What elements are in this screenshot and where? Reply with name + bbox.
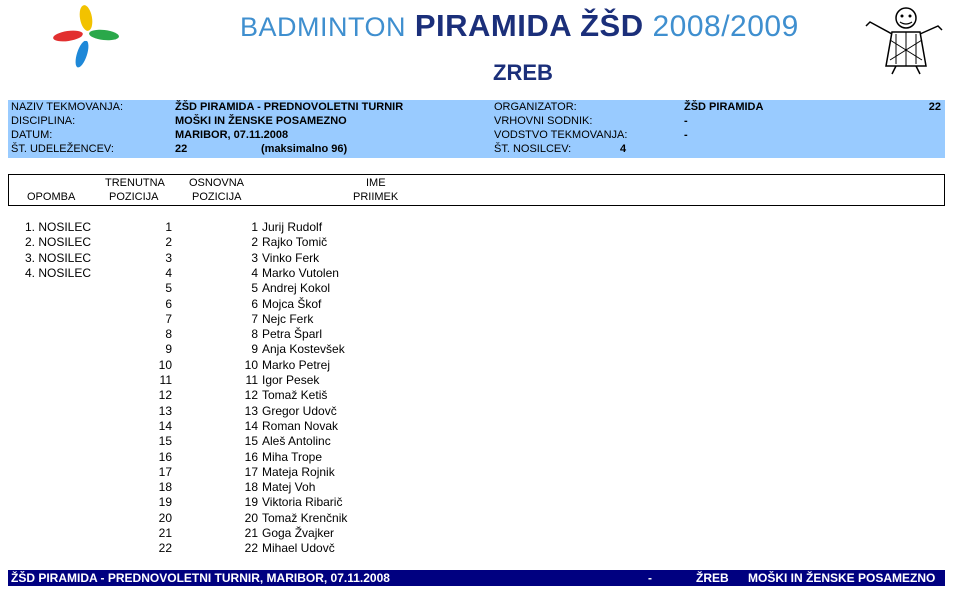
footer-discipline: MOŠKI IN ŽENSKE POSAMEZNO [748, 571, 936, 585]
list-item [0, 495, 960, 510]
sodnik-label: VRHOVNI SODNIK: [494, 115, 593, 127]
opomba-cell: 1. NOSILEC [25, 220, 92, 234]
trenutna-pozicija-cell: 16 [158, 449, 172, 464]
ime-priimek-cell: Vinko Ferk [262, 250, 320, 265]
list-item [0, 342, 960, 357]
title-piramida: PIRAMIDA ŽŠD [414, 8, 644, 43]
udelezencev-max: (maksimalno 96) [261, 143, 348, 155]
ime-priimek-cell: Gregor Udovč [262, 403, 337, 418]
datum-label: DATUM: [11, 129, 53, 141]
ime-priimek-cell: Nejc Ferk [262, 311, 314, 326]
list-item [0, 235, 960, 250]
ime-priimek-cell: Viktoria Ribarič [262, 495, 343, 510]
list-item [0, 526, 960, 541]
ime-priimek-cell: Tomaž Krenčnik [262, 510, 348, 525]
osnovna-pozicija-cell: 7 [251, 311, 258, 326]
header-ime: IME [366, 177, 386, 189]
header-opomba: OPOMBA [27, 191, 76, 203]
organizator-label: ORGANIZATOR: [494, 101, 577, 113]
disciplina-label: DISCIPLINA: [11, 115, 76, 127]
trenutna-pozicija-cell: 6 [165, 296, 172, 311]
osnovna-pozicija-cell: 5 [251, 281, 258, 296]
opomba-cell: 4. NOSILEC [25, 265, 92, 280]
list-item [0, 266, 960, 281]
osnovna-pozicija-cell: 10 [244, 357, 258, 372]
nosilcev-label: ŠT. NOSILCEV: [494, 143, 572, 155]
osnovna-pozicija-cell: 19 [244, 495, 258, 510]
osnovna-pozicija-cell: 15 [244, 434, 258, 449]
header-osnovna-2: POZICIJA [192, 191, 242, 203]
sodnik-value: - [684, 115, 688, 127]
osnovna-pozicija-cell: 16 [244, 449, 258, 464]
trenutna-pozicija-cell: 11 [159, 373, 172, 387]
list-item [0, 327, 960, 342]
trenutna-pozicija-cell: 4 [165, 265, 172, 280]
ime-priimek-cell: Petra Šparl [262, 327, 323, 342]
ime-priimek-cell: Rajko Tomič [262, 235, 328, 250]
osnovna-pozicija-cell: 4 [251, 265, 258, 280]
trenutna-pozicija-cell: 15 [158, 434, 172, 449]
naziv-value: ŽŠD PIRAMIDA - PREDNOVOLETNI TURNIR [175, 101, 404, 113]
page-subtitle: ZREB [493, 60, 553, 85]
list-item [0, 480, 960, 495]
corner-number: 22 [928, 101, 941, 113]
info-row-datum [8, 129, 945, 143]
list-item [0, 297, 960, 312]
organizator-value: ŽŠD PIRAMIDA [684, 101, 764, 113]
ime-priimek-cell: Andrej Kokol [262, 281, 331, 296]
list-item [0, 450, 960, 465]
info-row-disciplina [8, 115, 945, 129]
info-row-naziv [8, 101, 945, 115]
footer-zreb: ŽREB [696, 571, 729, 585]
trenutna-pozicija-cell: 1 [165, 220, 172, 234]
trenutna-pozicija-cell: 9 [165, 342, 172, 357]
osnovna-pozicija-cell: 22 [244, 541, 258, 556]
trenutna-pozicija-cell: 17 [158, 464, 172, 479]
osnovna-pozicija-cell: 13 [244, 403, 258, 418]
header-trenutna-1: TRENUTNA [105, 177, 165, 189]
trenutna-pozicija-cell: 18 [158, 480, 172, 495]
ime-priimek-cell: Aleš Antolinc [262, 434, 331, 449]
title-season: 2008/2009 [652, 10, 799, 43]
trenutna-pozicija-cell: 20 [158, 510, 172, 525]
osnovna-pozicija-cell: 12 [244, 388, 258, 403]
osnovna-pozicija-cell: 11 [245, 373, 258, 387]
osnovna-pozicija-cell: 14 [244, 418, 258, 433]
list-item [0, 373, 960, 388]
trenutna-pozicija-cell: 19 [158, 495, 172, 510]
osnovna-pozicija-cell: 1 [251, 220, 258, 234]
list-item [0, 419, 960, 434]
osnovna-pozicija-cell: 21 [244, 526, 258, 540]
ime-priimek-cell: Miha Trope [262, 449, 323, 464]
cartoon-mascot-icon [862, 4, 944, 76]
ime-priimek-cell: Roman Novak [262, 418, 339, 433]
trenutna-pozicija-cell: 8 [165, 327, 172, 342]
osnovna-pozicija-cell: 20 [244, 510, 258, 525]
page-title [240, 8, 799, 48]
trenutna-pozicija-cell: 13 [158, 403, 172, 418]
trenutna-pozicija-cell: 5 [165, 281, 172, 296]
ime-priimek-cell: Anja Kostevšek [262, 342, 345, 357]
ime-priimek-cell: Jurij Rudolf [262, 220, 323, 234]
datum-value: MARIBOR, 07.11.2008 [175, 129, 289, 141]
list-item [0, 312, 960, 327]
ime-priimek-cell: Mojca Škof [262, 296, 322, 311]
ime-priimek-cell: Goga Žvajker [262, 526, 335, 540]
ime-priimek-cell: Mihael Udovč [262, 541, 335, 556]
naziv-label: NAZIV TEKMOVANJA: [11, 101, 124, 113]
footer-dash: - [648, 571, 652, 585]
list-item [0, 434, 960, 449]
list-item [0, 388, 960, 403]
footer-bar [8, 570, 945, 586]
opomba-cell: 2. NOSILEC [25, 235, 92, 250]
osnovna-pozicija-cell: 8 [251, 327, 258, 342]
tournament-info-panel [8, 100, 945, 158]
trenutna-pozicija-cell: 22 [158, 541, 172, 556]
list-item [0, 511, 960, 526]
footer-tournament: ŽŠD PIRAMIDA - PREDNOVOLETNI TURNIR, MARIBOR, 07.11.2008 [11, 571, 390, 585]
table-header [8, 174, 945, 206]
list-item [0, 465, 960, 480]
opomba-cell: 3. NOSILEC [25, 250, 92, 265]
ime-priimek-cell: Matej Voh [262, 480, 316, 495]
disciplina-value: MOŠKI IN ŽENSKE POSAMEZNO [175, 115, 347, 127]
flower-logo-icon [50, 4, 122, 70]
ime-priimek-cell: Marko Petrej [262, 357, 331, 372]
header-trenutna-2: POZICIJA [109, 191, 159, 203]
header-priimek: PRIIMEK [353, 191, 399, 203]
trenutna-pozicija-cell: 3 [165, 250, 172, 265]
osnovna-pozicija-cell: 3 [251, 250, 258, 265]
trenutna-pozicija-cell: 12 [158, 388, 172, 403]
ime-priimek-cell: Tomaž Ketiš [262, 388, 328, 403]
trenutna-pozicija-cell: 14 [158, 418, 172, 433]
list-item [0, 281, 960, 296]
osnovna-pozicija-cell: 2 [251, 235, 258, 250]
list-item [0, 404, 960, 419]
list-item [0, 251, 960, 266]
vodstvo-value: - [684, 129, 688, 141]
osnovna-pozicija-cell: 9 [251, 342, 258, 357]
ime-priimek-cell: Mateja Rojnik [262, 464, 335, 479]
list-item [0, 358, 960, 373]
osnovna-pozicija-cell: 18 [244, 480, 258, 495]
udelezencev-value: 22 [175, 143, 188, 155]
list-item [0, 220, 960, 235]
trenutna-pozicija-cell: 10 [158, 357, 172, 372]
nosilcev-value: 4 [620, 143, 627, 155]
trenutna-pozicija-cell: 2 [165, 235, 172, 250]
trenutna-pozicija-cell: 7 [165, 311, 172, 326]
ime-priimek-cell: Marko Vutolen [262, 265, 339, 280]
title-badminton: BADMINTON [240, 12, 407, 42]
osnovna-pozicija-cell: 6 [251, 296, 258, 311]
osnovna-pozicija-cell: 17 [244, 464, 258, 479]
trenutna-pozicija-cell: 21 [158, 526, 172, 540]
header-osnovna-1: OSNOVNA [189, 177, 245, 189]
vodstvo-label: VODSTVO TEKMOVANJA: [494, 129, 628, 141]
info-row-udelezencev [8, 143, 945, 157]
udelezencev-label: ŠT. UDELEŽENCEV: [11, 143, 114, 155]
list-item [0, 541, 960, 556]
ime-priimek-cell: Igor Pesek [262, 373, 320, 387]
